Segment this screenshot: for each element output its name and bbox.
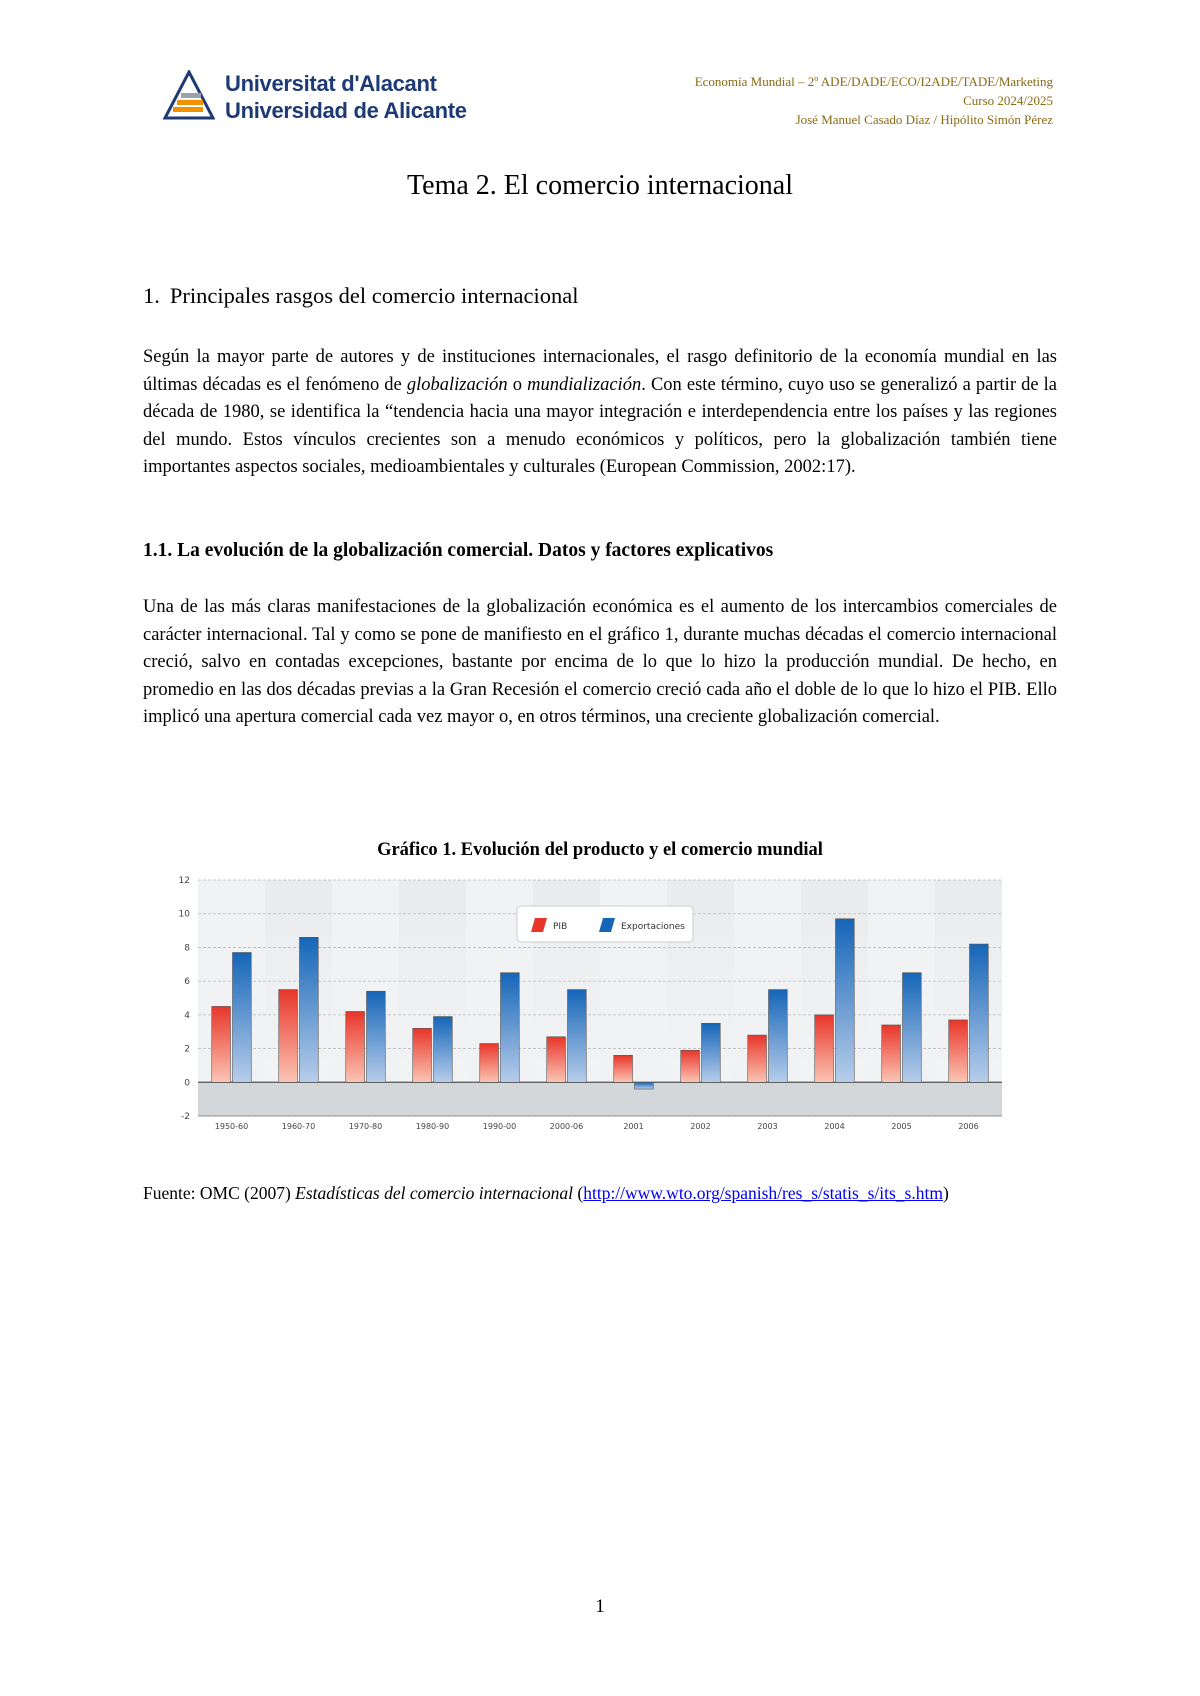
chart-caption: Gráfico 1. Evolución del producto y el comercio mundial — [377, 840, 823, 860]
bar-pib — [681, 1050, 700, 1082]
bar-exportaciones — [970, 944, 989, 1082]
term-mundializacion: mundialización — [527, 374, 642, 395]
logo-wordmark — [225, 70, 467, 124]
y-tick-label: 6 — [184, 977, 190, 988]
bar-pib — [614, 1055, 633, 1082]
paragraph-2: Una de las más claras manifestaciones de la globalización económica es el aumento de los intercambios comerciales de carácter internacional. Tal y como se pone de manifiesto en el gráfico 1, durante muchas décadas el comercio internacional creció, salvo en contadas excepciones, bastante por encima de lo que lo hizo la producción mundial. De hecho, en promedio en las dos décadas previas a la Gran Recesión el comercio creció cada año el doble de lo que lo hizo el PIB. Ello implicó una apertura comercial cada vez mayor o, en otros términos, una creciente globalización comercial. — [143, 597, 1057, 727]
bar-exportaciones — [501, 973, 520, 1083]
x-tick-label: 1970-80 — [348, 1122, 383, 1131]
bar-exportaciones — [367, 991, 386, 1082]
legend-label: PIB — [553, 922, 568, 932]
bar-pib — [480, 1044, 499, 1083]
x-tick-label: 1980-90 — [415, 1122, 450, 1131]
paragraph-1-text-a: Según la mayor parte de autores y de instituciones internacionales, el rasgo definitorio de la economía mundial en las últimas décadas es el fenómeno de — [143, 347, 1057, 395]
y-tick-label: 4 — [184, 1010, 190, 1021]
bar-exportaciones — [836, 919, 855, 1083]
x-tick-label: 2004 — [824, 1122, 845, 1131]
x-tick-label: 2006 — [958, 1122, 979, 1131]
logo-line-1: Universitat d'Alacant — [225, 71, 437, 96]
university-logo — [163, 70, 467, 128]
bar-exportaciones — [300, 937, 319, 1082]
course-name: Economía Mundial – 2º ADE/DADE/ECO/I2ADE/TADE/Marketing — [694, 74, 1053, 89]
section-1-number: 1. — [143, 283, 160, 308]
x-tick-label: 1960-70 — [281, 1122, 316, 1131]
column-band — [265, 880, 332, 1116]
section-1-title: Principales rasgos del comercio internacional — [169, 283, 579, 308]
x-tick-label: 2001 — [623, 1122, 644, 1131]
bar-pib — [882, 1025, 901, 1082]
source-paren-open: ( — [573, 1183, 584, 1203]
bar-pib — [748, 1035, 767, 1082]
bar-pib — [949, 1020, 968, 1082]
bar-exportaciones — [434, 1017, 453, 1083]
y-tick-label: 0 — [184, 1078, 190, 1089]
course-header — [695, 72, 1053, 129]
chart-source — [143, 1183, 949, 1204]
column-band — [399, 880, 466, 1116]
bar-chart — [170, 876, 1010, 1166]
x-tick-label: 1950-60 — [214, 1122, 249, 1131]
bar-exportaciones — [635, 1082, 654, 1089]
bar-exportaciones — [769, 990, 788, 1083]
bar-exportaciones — [233, 952, 252, 1082]
y-tick-label: 2 — [184, 1044, 190, 1055]
column-band — [935, 880, 1002, 1116]
logo-line-2: Universidad de Alicante — [225, 98, 467, 123]
source-link[interactable]: http://www.wto.org/spanish/res_s/statis_s/its_s.htm — [583, 1183, 943, 1203]
paragraph-1-text-c: . Con este término, cuyo uso se generalizó a partir de la década de 1980, se identifica la “tendencia hacia una mayor integración e interdependencia entre los países y las regiones del mundo. Estos vínculos crecientes son a menudo económicos y políticos, pero la globalización también tiene importantes aspectos sociales, medioambientales y culturales (European Commission, 2002:17). — [143, 374, 1058, 477]
y-tick-label: -2 — [181, 1112, 190, 1122]
term-globalizacion: globalización — [406, 374, 508, 395]
section-1-heading — [143, 283, 588, 309]
page-title: Tema 2. El comercio internacional — [407, 170, 793, 201]
x-tick-label: 1990-00 — [482, 1122, 517, 1131]
x-tick-label: 2005 — [891, 1122, 912, 1131]
bar-pib — [346, 1011, 365, 1082]
university-emblem-icon — [163, 70, 215, 120]
source-title: Estadísticas del comercio internacional — [295, 1183, 574, 1203]
bar-exportaciones — [702, 1023, 721, 1082]
x-tick-label: 2000-06 — [549, 1122, 584, 1131]
y-tick-label: 12 — [178, 876, 190, 886]
negative-area — [198, 1082, 1002, 1116]
bar-exportaciones — [568, 990, 587, 1083]
bar-pib — [212, 1006, 231, 1082]
x-tick-label: 2003 — [757, 1122, 778, 1131]
course-authors: José Manuel Casado Díaz / Hipólito Simón Pérez — [795, 112, 1053, 127]
column-band — [801, 880, 868, 1116]
page-number: 1 — [595, 1596, 605, 1617]
legend-label: Exportaciones — [621, 922, 685, 932]
x-tick-label: 2002 — [690, 1122, 711, 1131]
source-paren-close: ) — [942, 1183, 949, 1203]
y-tick-label: 10 — [178, 909, 190, 920]
bar-pib — [413, 1028, 432, 1082]
course-year: Curso 2024/2025 — [963, 93, 1053, 108]
bar-pib — [547, 1037, 566, 1083]
source-prefix: Fuente: OMC (2007) — [143, 1183, 296, 1203]
y-tick-label: 8 — [184, 943, 190, 954]
paragraph-1 — [143, 344, 1057, 482]
bar-exportaciones — [903, 973, 922, 1083]
bar-pib — [279, 990, 298, 1083]
section-1-1-heading: 1.1. La evolución de la globalización comercial. Datos y factores explicativos — [143, 540, 774, 561]
bar-pib — [815, 1015, 834, 1082]
paragraph-1-text-b: o — [507, 374, 528, 395]
